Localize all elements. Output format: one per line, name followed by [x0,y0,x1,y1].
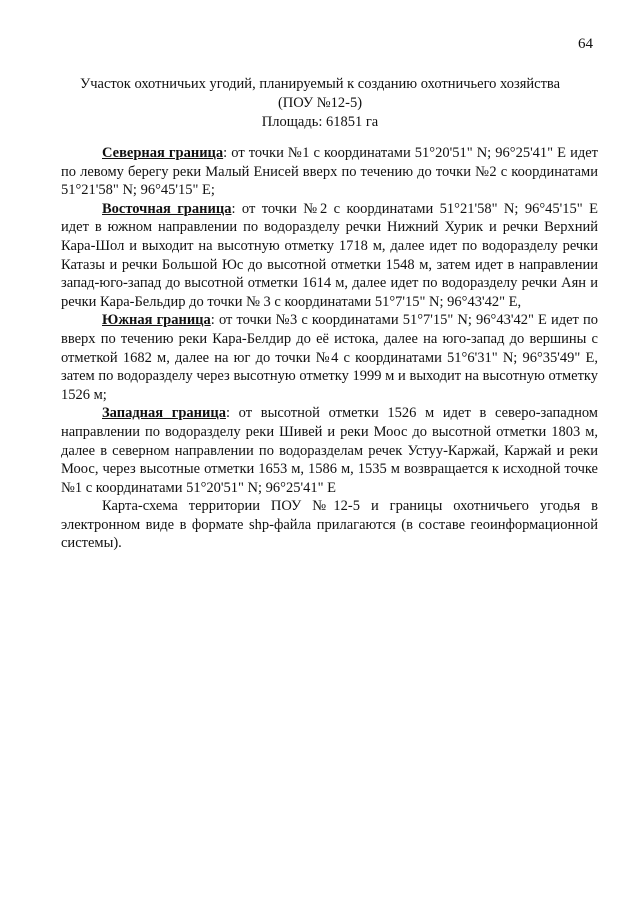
south-boundary-text: : от точки №3 с координатами 51°7'15" N; 96°43'42" E идет по вверх по течению реки Кара-Белдир до её истока, далее на юго-запад до вершины с отметкой 1682 м, далее на юг до точки №4 с координатами 51°6'31" N; 96°35'49" E, затем по водоразделу через высотную отметку 1999 м и выходит на высотную отметку 1526 м; [61,312,598,403]
document-title [60,75,580,132]
north-boundary-paragraph [61,144,598,200]
south-boundary-paragraph [61,311,598,404]
north-boundary-text: : от точки №1 с координатами 51°20'51" N; 96°25'41" E идет по левому берегу реки Малый Енисей вверх по течению до точки №2 с координатами 51°21'58" N; 96°45'15" E; [61,145,599,199]
title-line-2: (ПОУ №12-5) [277,95,363,111]
east-boundary-paragraph [61,200,598,312]
west-boundary-text: : от высотной отметки 1526 м идет в северо-западном направлении по водоразделу реки Шивей и реки Моос до высотной отметки 1803 м, далее в северном направлении по водоразделам речек Устуу-Каржай, Каржай и реки Моос, через высотные отметки 1653 м, 1586 м, 1535 м возвращается к исходной точке №1 с координатами 51°20'51" N; 96°25'41" E [61,405,598,496]
west-boundary-paragraph [61,404,598,497]
north-boundary-heading: Северная граница [102,145,224,161]
document-body [61,144,598,553]
south-boundary-heading: Южная граница [102,312,211,329]
east-boundary-text: : от точки №2 с координатами 51°21'58" N; 96°45'15" E идет в южном направлении по водоразделу речки Нижний Хурик и речки Верхний Кара-Шол и выходит на высотную отметку 1718 м, далее идет по водоразделу речки Катазы и речки Большой Юс до высотной отметки 1548 м, затем идет в направлении запад-юго-запад до высотной отметки 1614 м, далее идет по водоразделу речки Аян и речки Кара-Бельдир до точки № 3 с координатами 51°7'15" N; 96°43'42" E, [61,200,598,310]
page-number: 64 [578,36,593,52]
west-boundary-heading: Западная граница [102,405,226,422]
east-boundary-heading: Восточная граница [102,200,232,217]
title-line-1: Участок охотничьих угодий, планируемый к созданию охотничьего хозяйства [79,76,561,92]
area-line: Площадь: 61851 га [261,114,379,130]
closing-paragraph: Карта-схема территории ПОУ №12-5 и границы охотничьего угодья в электронном виде в формате shp-файла прилагаются (в составе геоинформационной системы). [61,498,598,552]
